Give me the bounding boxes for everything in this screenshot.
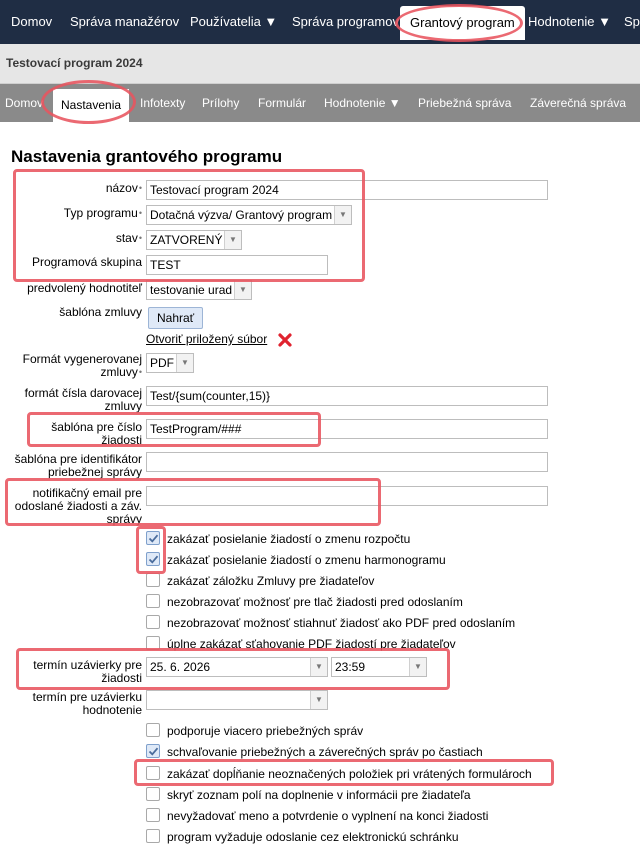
- subnav-domov[interactable]: Domov: [5, 96, 44, 110]
- hodnotitel-select[interactable]: [146, 280, 252, 300]
- page-title: Nastavenia grantového programu: [11, 147, 283, 166]
- hodnotitel-select-value: testovanie urad: [150, 283, 233, 297]
- sablona-identifikator-input[interactable]: [146, 452, 548, 472]
- sablona-cislo-input[interactable]: TestProgram/###: [146, 419, 548, 439]
- format-zmluvy-label-text: Formát vygenerovanej zmluvy: [22, 352, 142, 379]
- subnav-prilohy[interactable]: Prílohy: [202, 96, 240, 110]
- sablona-zmluvy-label: šablóna zmluvy: [59, 305, 142, 319]
- checkbox-label: zakázať posielanie žiadostí o zmenu harmonogramu: [167, 553, 446, 567]
- checkbox-label: nezobrazovať možnosť stiahnuť žiadosť ako PDF pred odoslaním: [167, 616, 516, 630]
- checkbox[interactable]: [146, 594, 160, 608]
- chevron-down-icon: ▼: [310, 691, 327, 709]
- checkbox-label: úplne zakázať sťahovanie PDF žiadostí pre žiadateľov: [167, 637, 456, 651]
- checkbox[interactable]: [146, 808, 160, 822]
- checkbox-label: podporuje viacero priebežných správ: [167, 724, 364, 738]
- checkbox-label: zakázať posielanie žiadostí o zmenu rozpočtu: [167, 532, 411, 546]
- termin-date-select[interactable]: [146, 657, 328, 677]
- checkbox[interactable]: [146, 615, 160, 629]
- typ-select[interactable]: [146, 205, 352, 225]
- checkbox[interactable]: [146, 829, 160, 843]
- checkbox-label: nevyžadovať meno a potvrdenie o vyplnení na konci žiadosti: [167, 809, 489, 823]
- check-icon: [148, 554, 159, 565]
- stav-label: stav•: [115, 231, 142, 245]
- chevron-down-icon: ▼: [310, 658, 327, 676]
- nazov-label: názov•: [105, 181, 142, 195]
- chevron-down-icon: ▼: [176, 354, 193, 372]
- delete-icon[interactable]: [278, 333, 292, 347]
- subnav-priebezna-sprava[interactable]: Priebežná správa: [418, 96, 512, 110]
- checkbox-label: skryť zoznam polí na doplnenie v informácii pre žiadateľa: [167, 788, 471, 802]
- sablona-identifikator-label: šablóna pre identifikátor priebežnej správy: [14, 452, 142, 479]
- format-zmluvy-select-value: PDF: [150, 356, 174, 370]
- stav-select[interactable]: [146, 230, 242, 250]
- chevron-down-icon: ▼: [234, 281, 251, 299]
- sub-nav: [0, 84, 640, 122]
- checkbox[interactable]: [146, 723, 160, 737]
- check-icon: [148, 746, 159, 757]
- chevron-down-icon: ▼: [334, 206, 351, 224]
- checkbox-label: program vyžaduje odoslanie cez elektronickú schránku: [167, 830, 459, 844]
- checkbox-label: zakázať záložku Zmluvy pre žiadateľov: [167, 574, 375, 588]
- subnav-nastavenia[interactable]: Nastavenia: [53, 89, 129, 122]
- checkbox-label: schvaľovanie priebežných a záverečných správ po častiach: [167, 745, 483, 759]
- checkbox[interactable]: [146, 744, 160, 758]
- checkbox[interactable]: [146, 766, 160, 780]
- termin-time-select[interactable]: [331, 657, 427, 677]
- open-attachment-link[interactable]: Otvoriť priložený súbor: [146, 332, 268, 346]
- termin-time-value: 23:59: [335, 660, 366, 674]
- termin-date-value: 25. 6. 2026: [150, 660, 211, 674]
- skupina-input[interactable]: TEST: [146, 255, 328, 275]
- typ-label-text: Typ programu: [63, 206, 138, 220]
- notif-email-input[interactable]: [146, 486, 548, 506]
- checkbox[interactable]: [146, 531, 160, 545]
- sablona-cislo-label: šablóna pre číslo žiadosti: [51, 420, 142, 447]
- chevron-down-icon: ▼: [224, 231, 241, 249]
- stav-select-value: ZATVORENÝ: [150, 233, 223, 247]
- subnav-formular[interactable]: Formulár: [258, 96, 307, 110]
- upload-button[interactable]: Nahrať: [148, 307, 203, 329]
- topnav-grantovy-program[interactable]: Grantový program: [400, 6, 525, 40]
- typ-label: Typ programu•: [63, 206, 142, 220]
- format-zmluvy-select[interactable]: [146, 353, 194, 373]
- hodnotitel-label: predvolený hodnotiteľ: [27, 281, 142, 295]
- termin-hodnotenie-select[interactable]: [146, 690, 328, 710]
- stav-label-text: stav: [115, 231, 138, 245]
- subnav-hodnotenie[interactable]: Hodnotenie ▼: [324, 96, 401, 110]
- typ-select-value: Dotačná výzva/ Grantový program: [150, 208, 333, 222]
- format-cisla-label: formát čísla darovacej zmluvy: [24, 386, 142, 413]
- subnav-zaverecna-sprava[interactable]: Záverečná správa: [530, 96, 627, 110]
- topnav-pouzivatelia[interactable]: Používatelia ▼: [190, 14, 278, 29]
- chevron-down-icon: ▼: [409, 658, 426, 676]
- check-icon: [148, 533, 159, 544]
- nazov-input[interactable]: Testovací program 2024: [146, 180, 548, 200]
- format-zmluvy-label: Formát vygenerovanej zmluvy•: [22, 352, 142, 379]
- nazov-label-text: názov: [105, 181, 138, 195]
- checkbox[interactable]: [146, 552, 160, 566]
- skupina-label: Programová skupina: [31, 255, 142, 269]
- program-bar: [0, 44, 640, 84]
- topnav-hodnotenie[interactable]: Hodnotenie ▼: [528, 14, 611, 29]
- format-cisla-input[interactable]: Test/{sum(counter,15)}: [146, 386, 548, 406]
- notif-email-label: notifikačný email pre odoslané žiadosti a záv. správy: [14, 486, 142, 526]
- program-title: Testovací program 2024: [6, 56, 143, 70]
- subnav-infotexty[interactable]: Infotexty: [140, 96, 186, 110]
- checkbox-label: nezobrazovať možnosť pre tlač žiadosti pred odoslaním: [167, 595, 463, 609]
- topnav-sprava-manazerov[interactable]: Správa manažérov: [70, 14, 180, 29]
- topnav-sprava-programov[interactable]: Správa programov: [292, 14, 399, 29]
- checkbox[interactable]: [146, 787, 160, 801]
- checkbox[interactable]: [146, 636, 160, 650]
- termin-hodnotenie-label: termín pre uzávierku hodnotenie: [32, 690, 142, 717]
- checkbox[interactable]: [146, 573, 160, 587]
- termin-label: termín uzávierky pre žiadosti: [33, 658, 142, 685]
- topnav-more[interactable]: Sp: [624, 14, 640, 29]
- top-nav: [0, 0, 640, 44]
- topnav-domov[interactable]: Domov: [11, 14, 53, 29]
- checkbox-label: zakázať dopĺňanie neoznačených položiek pri vrátených formulároch: [167, 767, 532, 781]
